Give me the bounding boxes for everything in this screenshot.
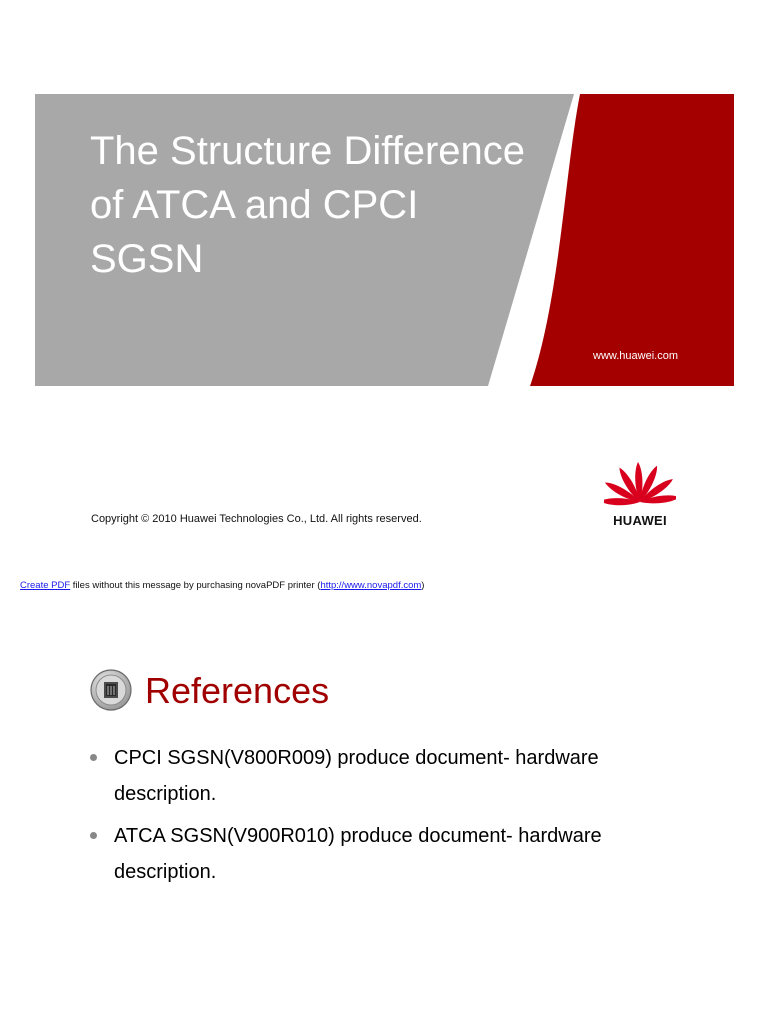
- pdf-notice: [20, 580, 424, 591]
- list-item-text: ATCA SGSN(V900R010) produce document- hardware description.: [114, 825, 602, 883]
- bullet-icon: [90, 832, 97, 839]
- references-book-icon: [90, 669, 132, 711]
- list-item-text: CPCI SGSN(V800R009) produce document- hardware description.: [114, 747, 599, 805]
- website-url: www.huawei.com: [593, 350, 678, 362]
- references-heading: References: [145, 670, 330, 711]
- logo-wordmark: HUAWEI: [613, 513, 667, 528]
- list-item: [90, 740, 690, 812]
- create-pdf-link[interactable]: Create PDF: [20, 580, 71, 591]
- pdf-notice-text: files without this message by purchasing novaPDF printer (: [70, 580, 321, 591]
- novapdf-link[interactable]: http://www.novapdf.com: [320, 580, 422, 591]
- list-item: [90, 818, 690, 890]
- copyright-text: Copyright © 2010 Huawei Technologies Co., Ltd. All rights reserved.: [91, 513, 422, 525]
- slide-title: The Structure Difference of ATCA and CPCI SGSN: [90, 129, 526, 281]
- references-list: [90, 740, 690, 896]
- pdf-notice-end: ): [421, 580, 425, 591]
- bullet-icon: [90, 754, 97, 761]
